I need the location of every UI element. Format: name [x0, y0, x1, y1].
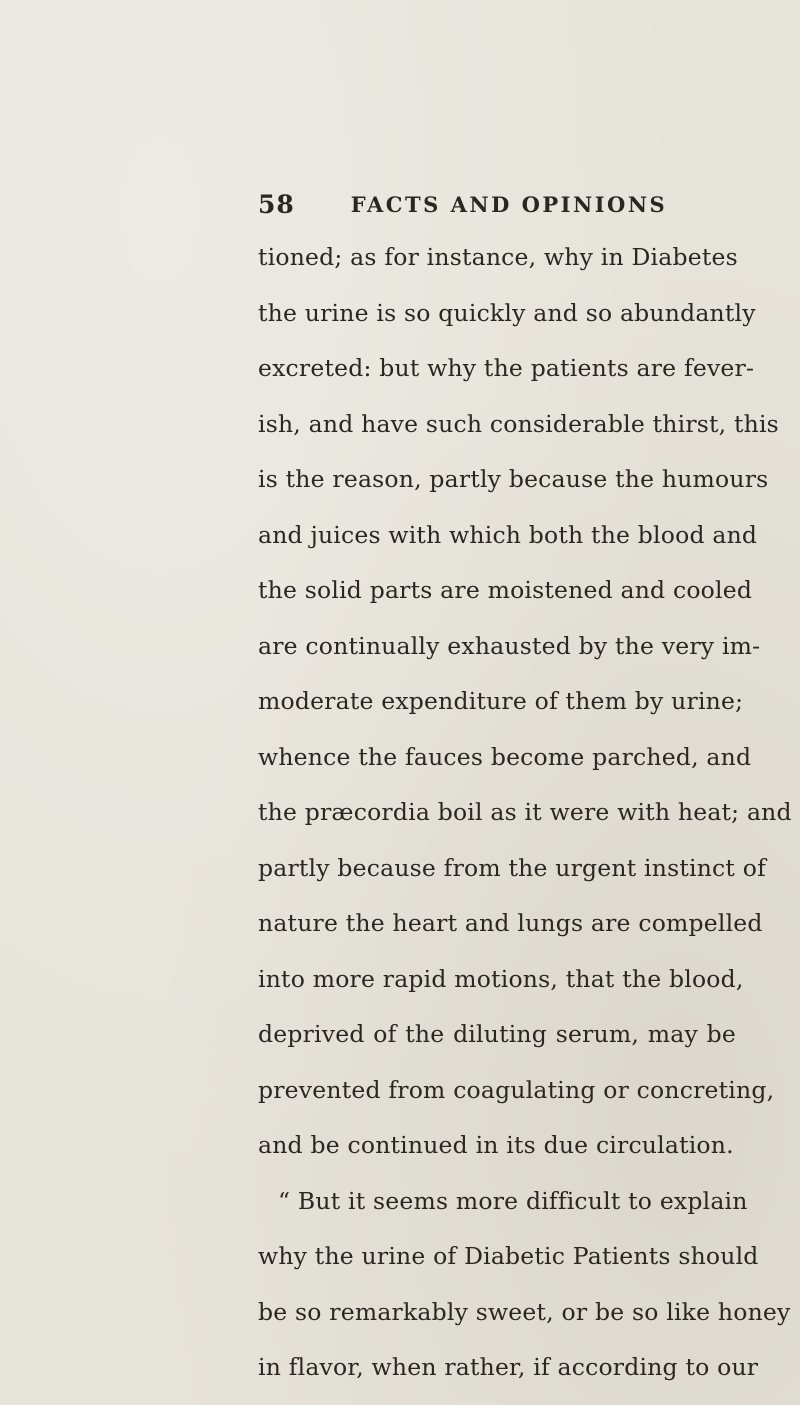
text-line: ish, and have such considerable thirst, this [258, 409, 779, 438]
text-line: and juices with which both the blood and [258, 520, 758, 549]
text-line: the solid parts are moistened and cooled [258, 576, 753, 604]
text-line: whence the fauces become parched, and [258, 742, 752, 771]
text-line: the præcordia boil as it were with heat; and [258, 798, 792, 826]
text-line: into more rapid motions, that the blood, [258, 964, 744, 993]
text-line: in flavor, when rather, if according to our [258, 1353, 759, 1381]
text-line: tioned; as for instance, why in Diabetes [258, 243, 738, 271]
text-line: be so remarkably sweet, or be so like honey [258, 1297, 791, 1326]
text-line: “ But it seems more difficult to explain [278, 1186, 748, 1215]
text-line: partly because from the urgent instinct of [258, 853, 766, 882]
text-line: is the reason, partly because the humours [258, 465, 769, 493]
text-line: moderate expenditure of them by urine; [258, 687, 744, 715]
body-text [258, 230, 792, 1396]
text-line: and be continued in its due circulation. [258, 1131, 734, 1159]
text-line: excreted: but why the patients are fever- [258, 354, 755, 382]
running-head [258, 186, 778, 222]
text-line: prevented from coagulating or concreting, [258, 1075, 775, 1104]
running-title: FACTS AND OPINIONS [350, 191, 668, 217]
text-line: why the urine of Diabetic Patients should [258, 1242, 759, 1270]
page-number: 58 [258, 189, 295, 219]
text-line: are continually exhausted by the very im- [258, 631, 761, 660]
text-line: nature the heart and lungs are compelled [258, 909, 763, 937]
text-line: deprived of the diluting serum, may be [258, 1020, 736, 1048]
text-line: the urine is so quickly and so abundantly [258, 298, 756, 327]
